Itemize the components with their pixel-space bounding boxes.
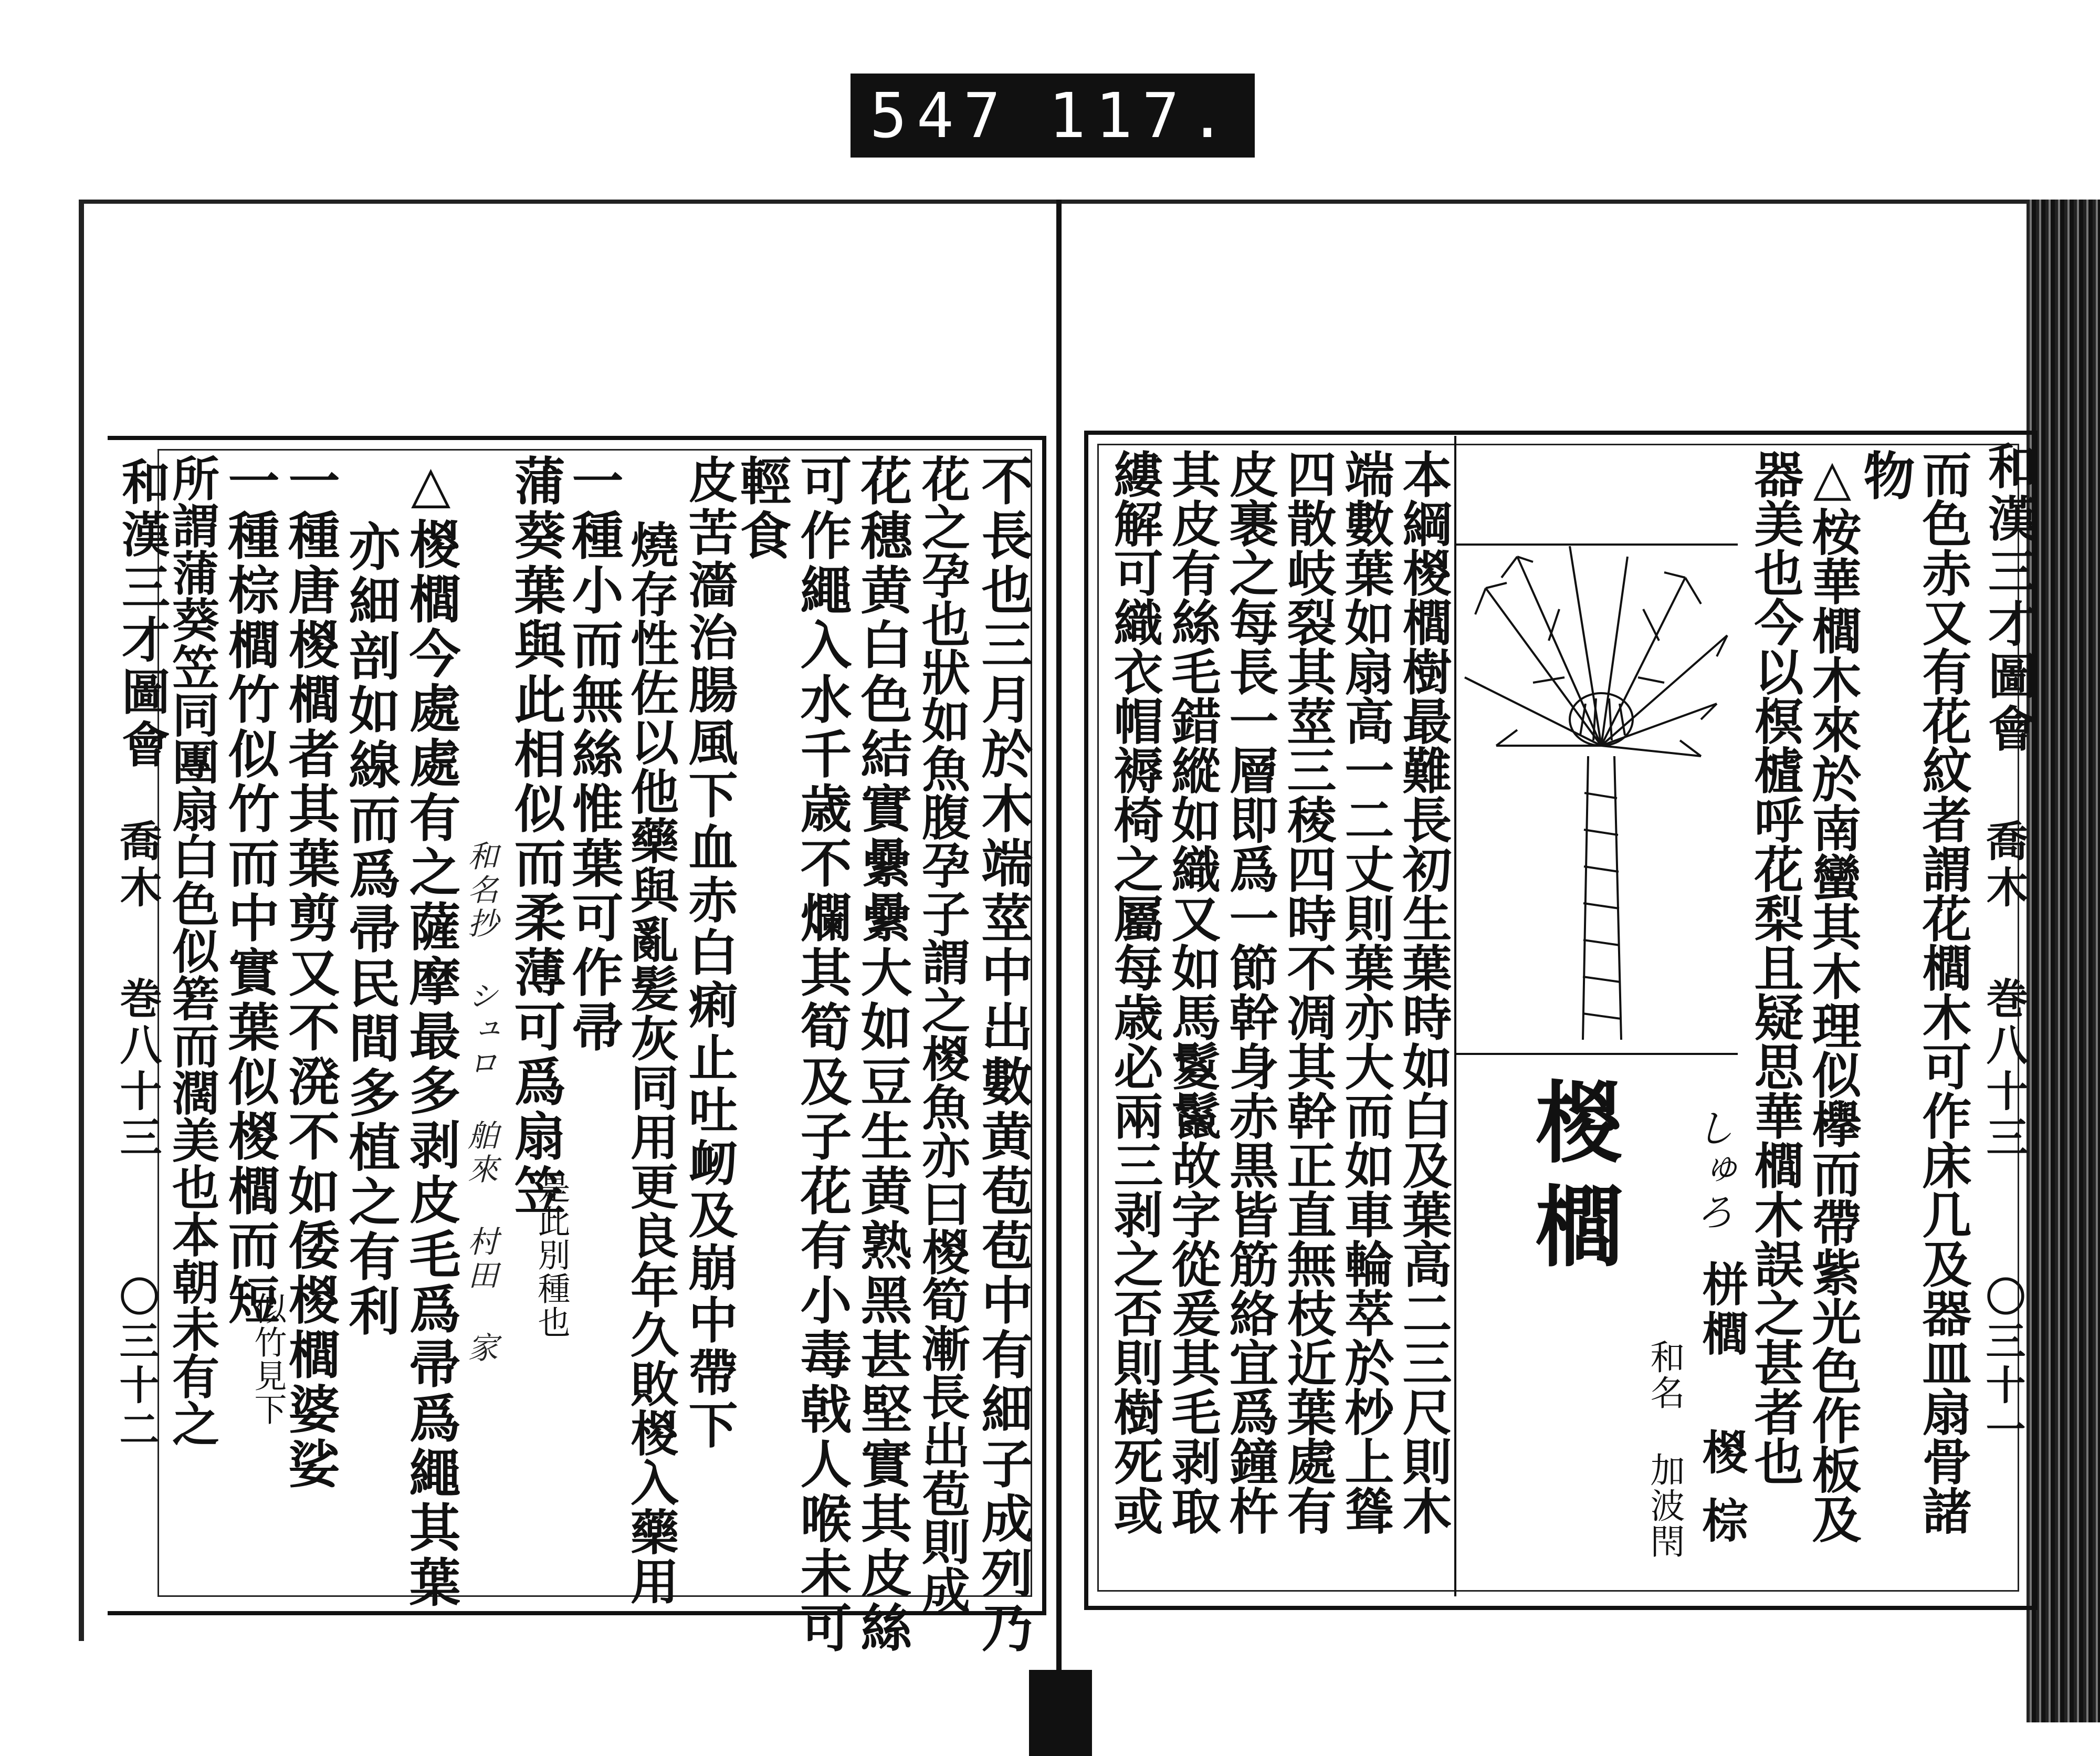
left-small-note-2: 似竹見下	[249, 1292, 287, 1426]
left-margin-title: 和漢三才圖會	[114, 457, 171, 772]
left-small-note-1: 是此別種也	[532, 1171, 571, 1339]
right-top-col-1: 而色赤又有花紋者謂花櫚木可作床几及器皿扇骨諸	[1914, 449, 1971, 1535]
handwritten-annotation: 和名抄 シュロ 舶來 村田 家	[463, 840, 498, 1365]
left-col-14: 所謂蒲葵笠同團扇白色似箬而濶美也本朝未有之	[164, 454, 219, 1447]
right-main-col-6: 縷解可織衣帽褥椅之屬每歳必兩三剥之否則樹死或	[1105, 449, 1163, 1535]
left-col-11: 亦細剖如線而爲帚民間多植之有利	[340, 520, 401, 1339]
right-main-col-3: 四散岐裂其莖三稜四時不凋其幹正直無枝近葉處有	[1278, 449, 1336, 1535]
left-col-12: 一種唐椶櫚者其葉剪又不溌不如倭椶櫚婆娑	[280, 454, 340, 1492]
illustration-rule-bottom	[1454, 1053, 1738, 1055]
left-page-edge	[79, 202, 105, 1641]
illustration-rule-top	[1454, 543, 1738, 546]
entry-title: 椶櫚	[1520, 1076, 1624, 1284]
left-col-1: 不長也三月於木端莖中出數黄苞苞中有細子成列乃	[973, 454, 1033, 1656]
left-col-4: 可作繩入水千歳不爛其筍及子花有小毒戟人喉未可	[792, 454, 852, 1656]
left-col-5: 輕食	[731, 454, 792, 563]
left-col-7: 燒存性佐以他藥與亂髪灰同用更良年久敗椶入藥用	[623, 520, 679, 1606]
wamyo-reading: 和名 加波閇	[1644, 1339, 1685, 1559]
right-top-col-2: 物	[1855, 449, 1915, 504]
left-col-3: 花穗黄白色結實纍纍大如豆生黄熟黑甚堅實其皮絲	[852, 454, 912, 1656]
left-col-8: 一種小而無絲惟葉可作帚	[563, 454, 624, 1055]
left-margin-volume: 巻八十三	[113, 977, 162, 1162]
alias-2: 椶	[1695, 1428, 1749, 1478]
right-margin-folio: 〇三十一	[1979, 1276, 2026, 1452]
right-main-col-5: 其皮有絲毛錯縱如織又如馬鬉鬣故字從爰其毛剥取	[1163, 449, 1221, 1535]
page-edges-right	[2026, 200, 2100, 1722]
left-col-10: △椶櫚今處處有之薩摩最多剥皮毛爲帚爲繩其葉	[401, 454, 461, 1610]
left-margin-section: 喬木	[113, 819, 162, 912]
kana-reading: しゅろ	[1689, 1108, 1734, 1234]
palm-tree-illustration	[1454, 546, 1738, 1040]
spine-foot	[1029, 1670, 1092, 1756]
alias-1: 栟櫚	[1695, 1260, 1749, 1359]
archive-label-left: 547	[869, 79, 1010, 152]
alias-3: 棕	[1695, 1497, 1749, 1546]
left-margin-folio: 〇三十二	[113, 1276, 160, 1452]
left-col-13: 一種棕櫚竹似竹而中實葉似椶櫚而短	[219, 454, 280, 1328]
archive-label	[850, 74, 1255, 158]
right-main-col-4: 皮裹之每長一層即爲一節幹身赤黒皆筋絡宜爲鐘杵	[1221, 449, 1278, 1535]
right-main-col-2: 端數葉如扇高一二丈則葉亦大而如車輪萃於杪上聳	[1336, 449, 1394, 1535]
right-top-col-3: △桉華櫚木來於南蠻其木理似欅而帶紫光色作板及	[1803, 449, 1861, 1543]
right-margin-title: 和漢三才圖會	[1980, 441, 2037, 756]
left-col-2: 花之孕也狀如魚腹孕子謂之椶魚亦曰椶筍漸長出苞則成	[914, 454, 971, 1614]
archive-label-right: 117.	[1048, 79, 1236, 152]
left-col-9: 蒲葵葉與此相似而柔薄可爲扇笠	[506, 454, 566, 1219]
gutter-line	[1056, 200, 1062, 1701]
right-top-col-4: 器美也今以榠樝呼花梨且疑思華櫚木誤之甚者也	[1746, 449, 1803, 1486]
right-margin-volume: 巻八十三	[1979, 977, 2029, 1162]
right-margin-section: 喬木	[1979, 819, 2029, 912]
right-main-col-1: 本綱椶櫚樹最難長初生葉時如白及葉高二三尺則木	[1394, 449, 1452, 1535]
left-col-6: 皮苦濇治腸風下血赤白痢止吐衂及崩中帶下	[680, 454, 738, 1452]
